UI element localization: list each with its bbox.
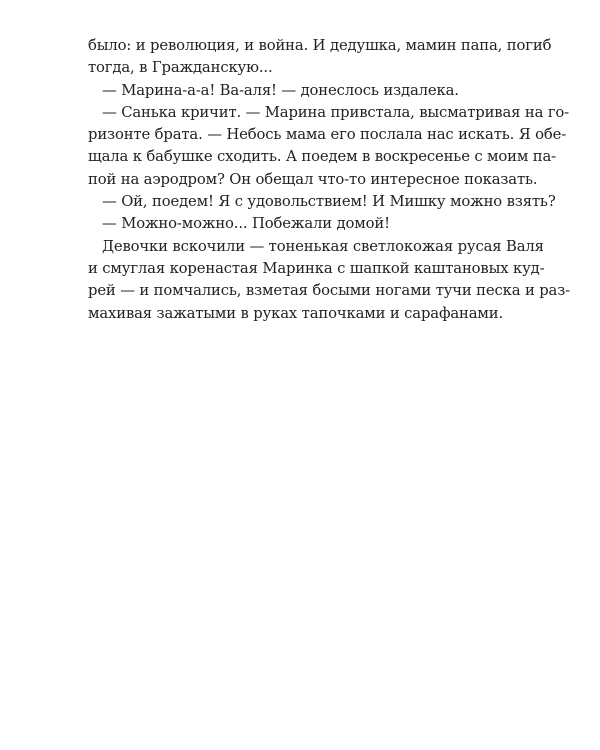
text-line: было: и революция, и война. И дедушка, мамин папа, погиб	[88, 37, 552, 54]
text-line: щала к бабушке сходить. А поедем в воскресенье с моим па-	[88, 148, 557, 166]
text-line: тогда, в Гражданскую...	[88, 59, 273, 77]
dialogue-line: — Санька кричит. — Марина привстала, высматривая на го-	[102, 103, 570, 121]
text-line: ризонте брата. — Небось мама его послала нас искать. Я обе-	[88, 126, 567, 144]
dialogue-line: — Ой, поедем! Я с удовольствием! И Мишку можно взять?	[102, 193, 556, 211]
dialogue-line: — Марина-а-а! Ва-аля! — донеслось издалека.	[102, 81, 459, 99]
body-text	[88, 35, 570, 325]
paragraph-start-line: Девочки вскочили — тоненькая светлокожая русая Валя	[102, 237, 544, 255]
text-line: махивая зажатыми в руках тапочками и сарафанами.	[88, 304, 504, 322]
text-line: и смуглая коренастая Маринка с шапкой каштановых куд-	[88, 259, 545, 277]
text-line: рей — и помчались, взметая босыми ногами тучи песка и раз-	[88, 282, 570, 300]
text-line: пой на аэродром? Он обещал что-то интересное показать.	[88, 170, 538, 188]
dialogue-line: — Можно-можно... Побежали домой!	[102, 215, 390, 233]
